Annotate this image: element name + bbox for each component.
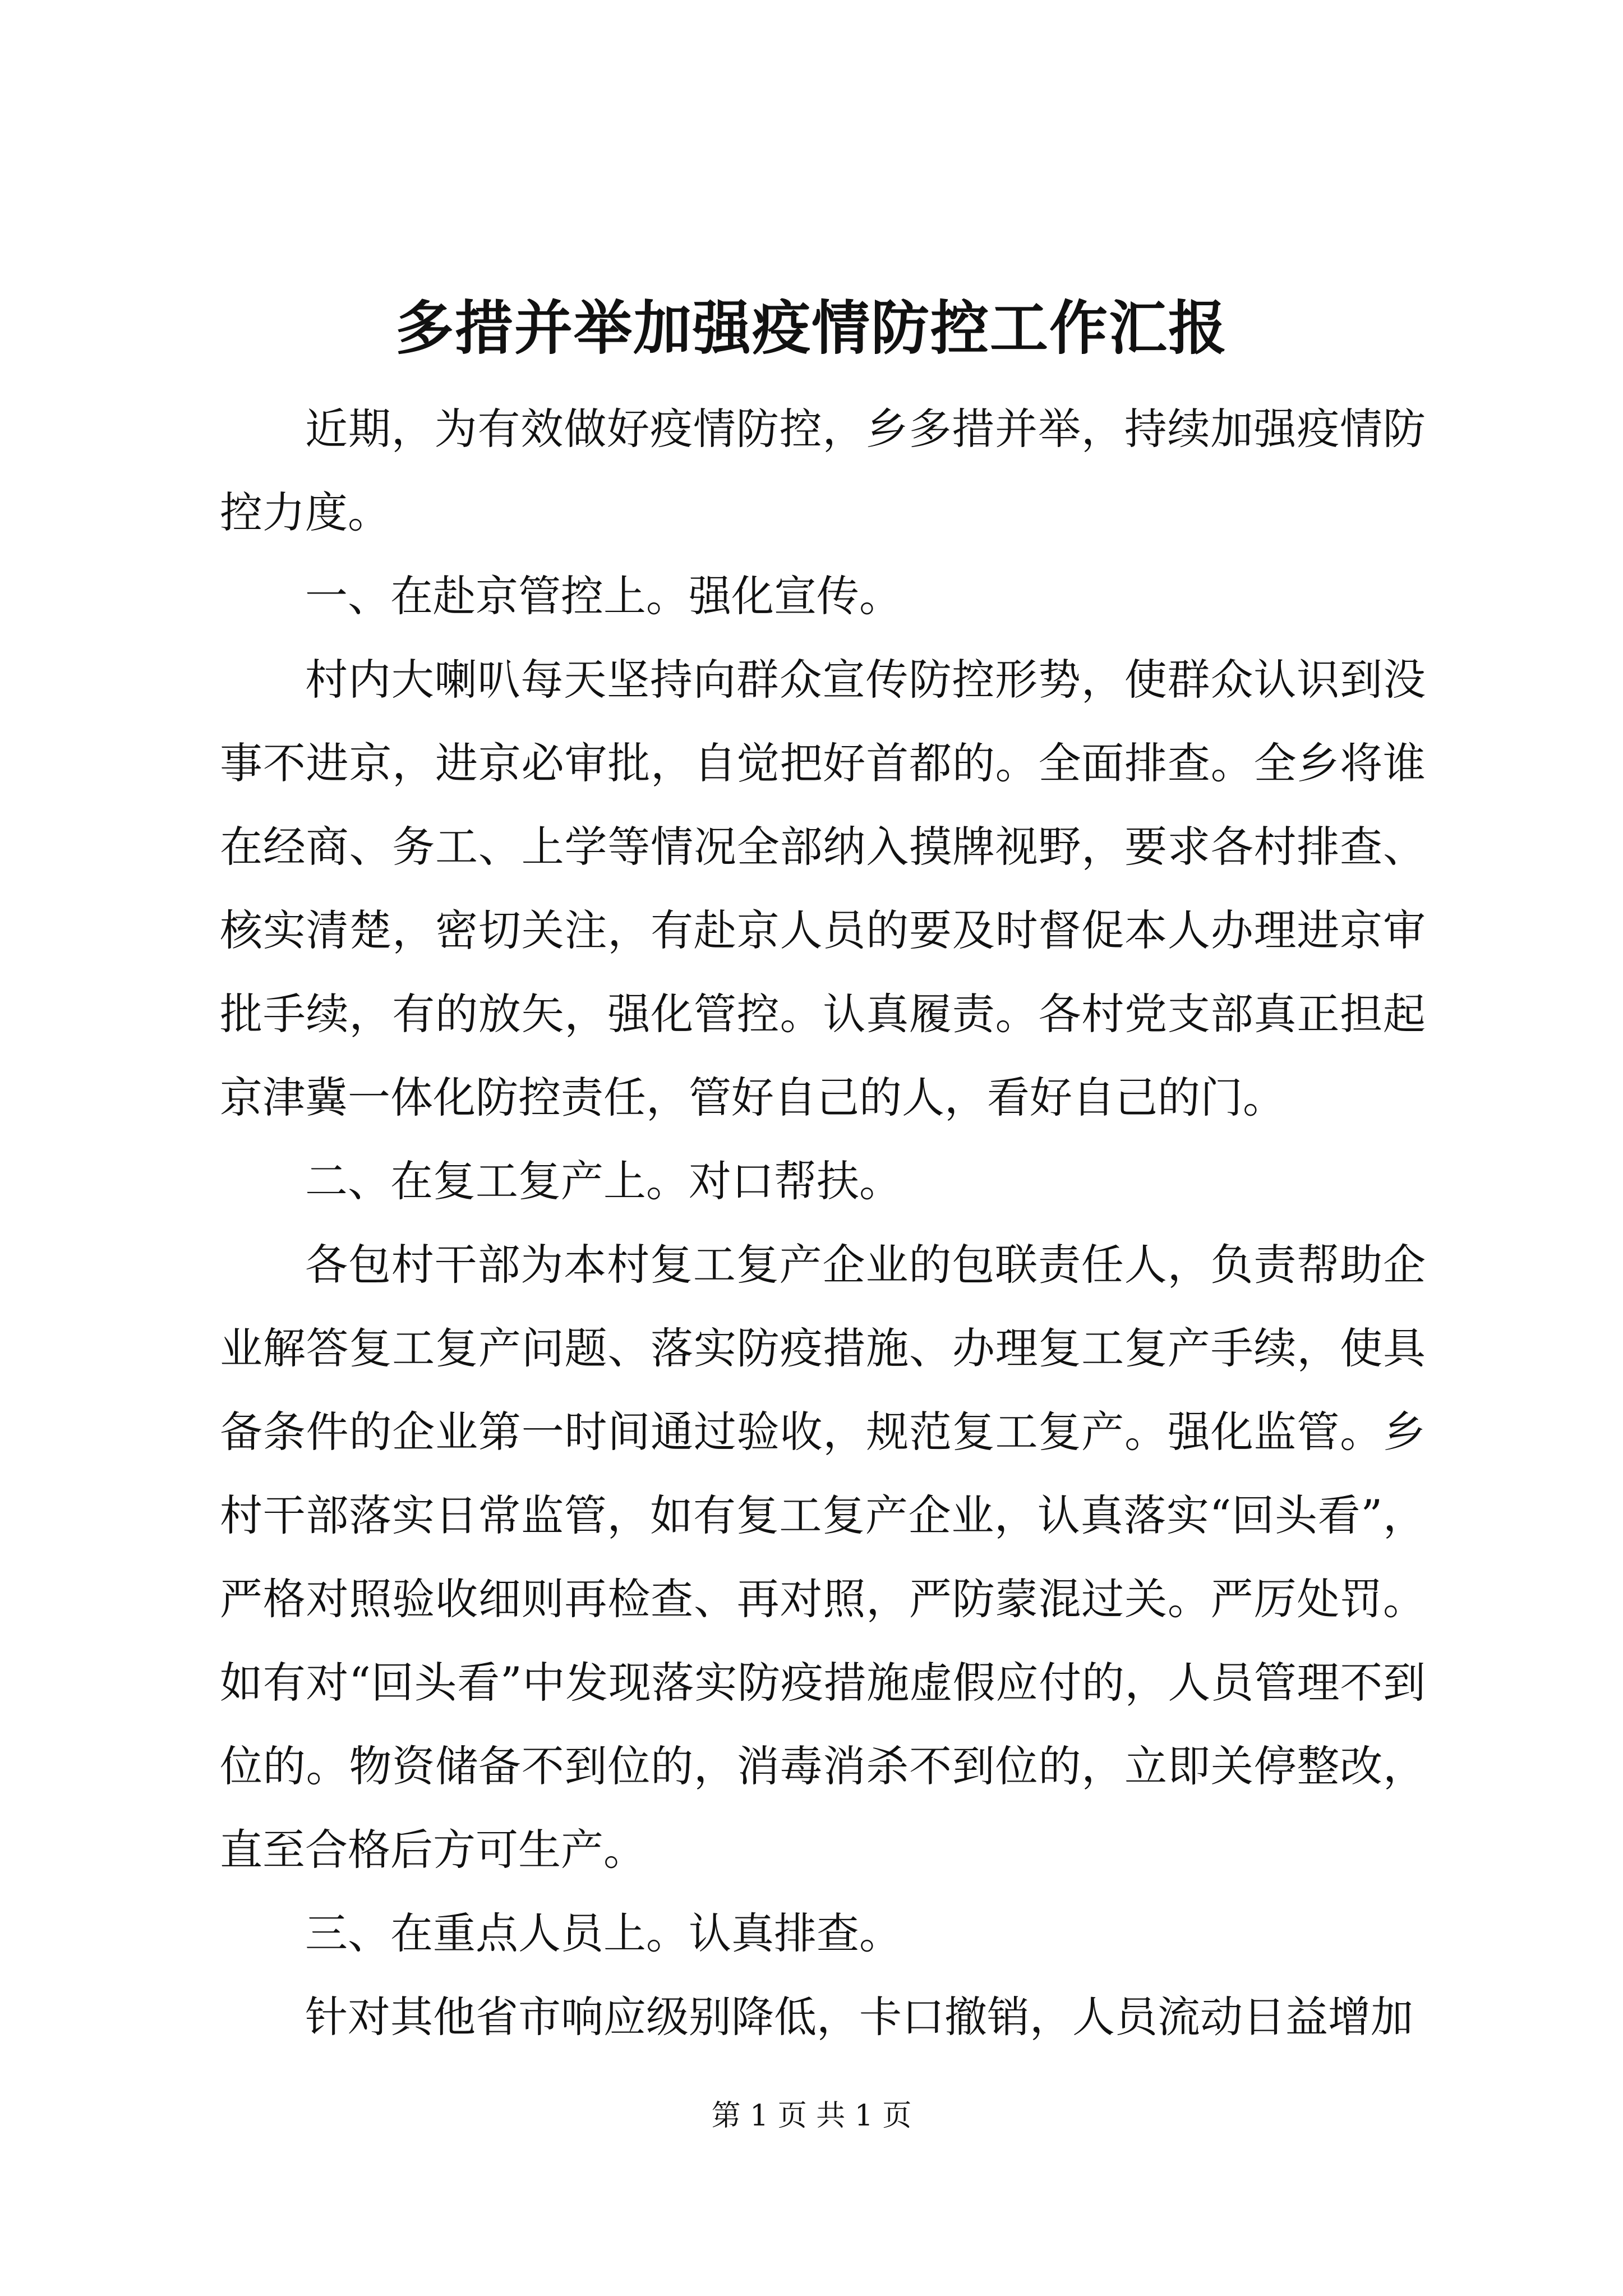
- section-heading-3: 三、在重点人员上。认真排查。: [305, 1908, 902, 1958]
- document-body: [220, 387, 1426, 2059]
- paragraph-section-1: 村内大喇叭每天坚持向群众宣传防控形势，使群众认识到没事不进京，进京必审批，自觉把好首都的。全面排查。全乡将谁在经商、务工、上学等情况全部纳入摸牌视野，要求各村排查、核实清楚，密切关注，有赴京人员的要及时督促本人办理进京审批手续，有的放矢，强化管控。认真履责。各村党支部真正担起京津冀一体化防控责任，管好自己的人，看好自己的门。: [220, 655, 1426, 1122]
- section-heading-1: 一、在赴京管控上。强化宣传。: [305, 571, 902, 621]
- section-heading-2: 二、在复工复产上。对口帮扶。: [305, 1156, 902, 1206]
- document-title: 多措并举加强疫情防控工作汇报: [395, 293, 1228, 362]
- paragraph-section-3: 针对其他省市响应级别降低，卡口撤销，人员流动日益增加: [305, 1992, 1413, 2042]
- paragraph-section-2: 各包村干部为本村复工复产企业的包联责任人，负责帮助企业解答复工复产问题、落实防疫措施、办理复工复产手续，使具备条件的企业第一时间通过验收，规范复工复产。强化监管。乡村干部落实日常监管，如有复工复产企业，认真落实“回头看”，严格对照验收细则再检查、再对照，严防蒙混过关。严厉处罚。如有对“回头看”中发现落实防疫措施虚假应付的，人员管理不到位的。物资储备不到位的，消毒消杀不到位的，立即关停整改，直至合格后方可生产。: [220, 1240, 1426, 1875]
- page-footer: 第 1 页 共 1 页: [711, 2099, 912, 2133]
- paragraph-intro: 近期，为有效做好疫情防控，乡多措并举，持续加强疫情防控力度。: [220, 404, 1426, 537]
